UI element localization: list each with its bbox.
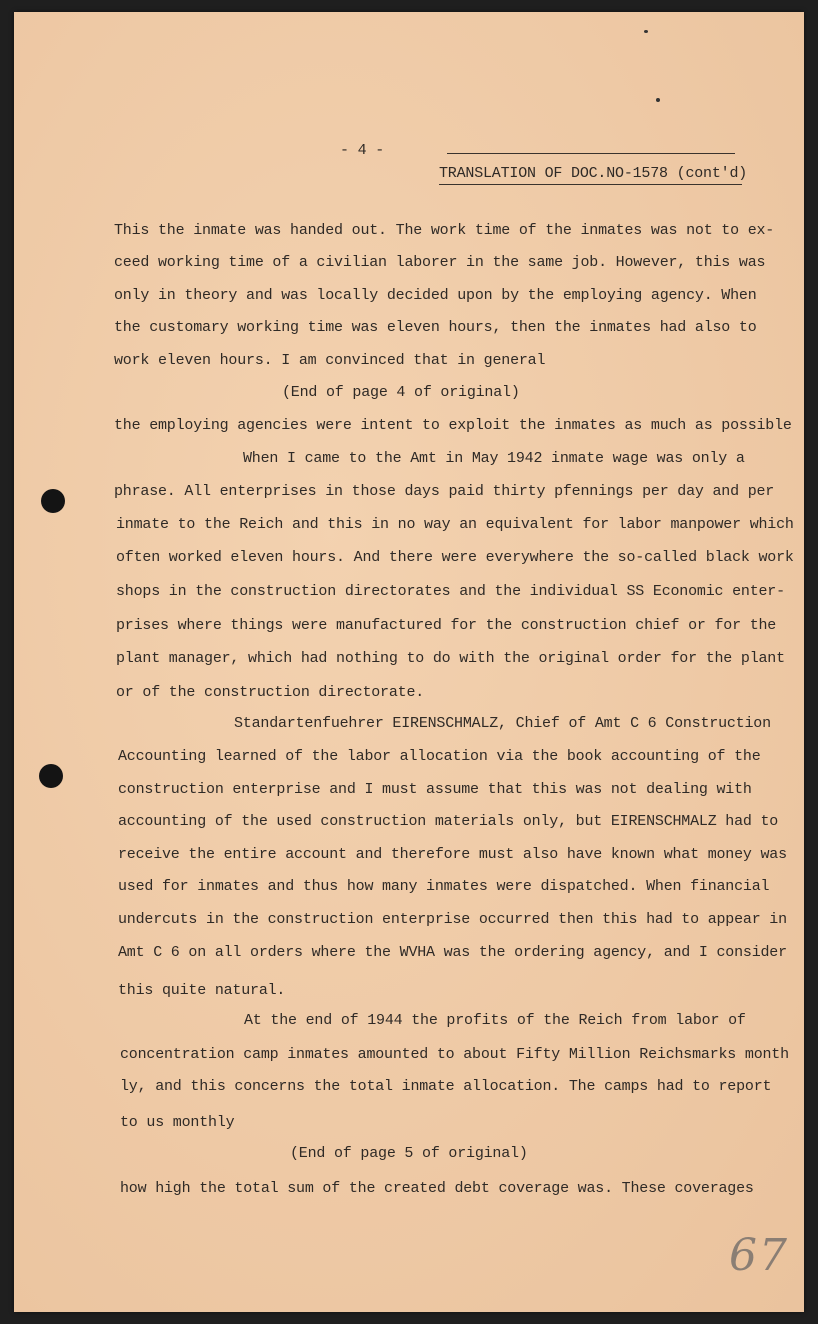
punch-hole <box>39 764 63 788</box>
body-line: only in theory and was locally decided upon by the employing agency. When <box>114 287 757 304</box>
body-line: Standartenfuehrer EIRENSCHMALZ, Chief of Amt C 6 Construction <box>234 715 771 732</box>
body-line: how high the total sum of the created debt coverage was. These coverages <box>120 1180 754 1197</box>
page-break-note: (End of page 4 of original) <box>282 384 520 401</box>
body-line: prises where things were manufactured for the construction chief or for the <box>116 617 777 634</box>
heading-rule-top <box>447 153 735 154</box>
body-line: ceed working time of a civilian laborer in the same job. However, this was <box>114 254 766 271</box>
handwritten-page-mark: 67 <box>729 1230 789 1281</box>
punch-hole <box>41 489 65 513</box>
ink-speck <box>656 98 660 102</box>
ink-speck <box>644 30 648 33</box>
body-line: inmate to the Reich and this in no way an equivalent for labor manpower which <box>116 516 794 533</box>
body-line: the customary working time was eleven hours, then the inmates had also to <box>114 319 757 336</box>
body-line: the employing agencies were intent to exploit the inmates as much as possible <box>114 417 792 434</box>
body-line: ly, and this concerns the total inmate allocation. The camps had to report <box>120 1078 772 1095</box>
body-line: receive the entire account and therefore must also have known what money was <box>118 846 787 863</box>
body-line: accounting of the used construction materials only, but EIRENSCHMALZ had to <box>118 813 779 830</box>
body-line: When I came to the Amt in May 1942 inmate wage was only a <box>243 450 745 467</box>
body-line: work eleven hours. I am convinced that in general <box>114 352 546 369</box>
body-line: phrase. All enterprises in those days paid thirty pfennings per day and per <box>114 483 775 500</box>
body-line: used for inmates and thus how many inmates were dispatched. When financial <box>118 878 770 895</box>
heading-rule-bottom <box>439 184 742 185</box>
page-break-note: (End of page 5 of original) <box>290 1145 528 1162</box>
body-line: This the inmate was handed out. The work time of the inmates was not to ex- <box>114 222 775 239</box>
body-line: this quite natural. <box>118 982 286 999</box>
body-line: undercuts in the construction enterprise occurred then this had to appear in <box>118 911 787 928</box>
page-number: - 4 - <box>340 142 385 159</box>
body-line: shops in the construction directorates and the individual SS Economic enter- <box>116 583 785 600</box>
body-line: At the end of 1944 the profits of the Reich from labor of <box>244 1012 746 1029</box>
body-line: plant manager, which had nothing to do with the original order for the plant <box>116 650 785 667</box>
document-heading: TRANSLATION OF DOC.NO-1578 (cont'd) <box>439 165 748 182</box>
body-line: Amt C 6 on all orders where the WVHA was the ordering agency, and I consider <box>118 944 787 961</box>
body-line: to us monthly <box>120 1114 235 1131</box>
body-line: Accounting learned of the labor allocation via the book accounting of the <box>118 748 761 765</box>
body-line: construction enterprise and I must assume that this was not dealing with <box>118 781 752 798</box>
body-line: or of the construction directorate. <box>116 684 425 701</box>
body-line: often worked eleven hours. And there were everywhere the so-called black work <box>116 549 794 566</box>
body-line: concentration camp inmates amounted to about Fifty Million Reichsmarks month <box>120 1046 789 1063</box>
document-page <box>14 12 804 1312</box>
